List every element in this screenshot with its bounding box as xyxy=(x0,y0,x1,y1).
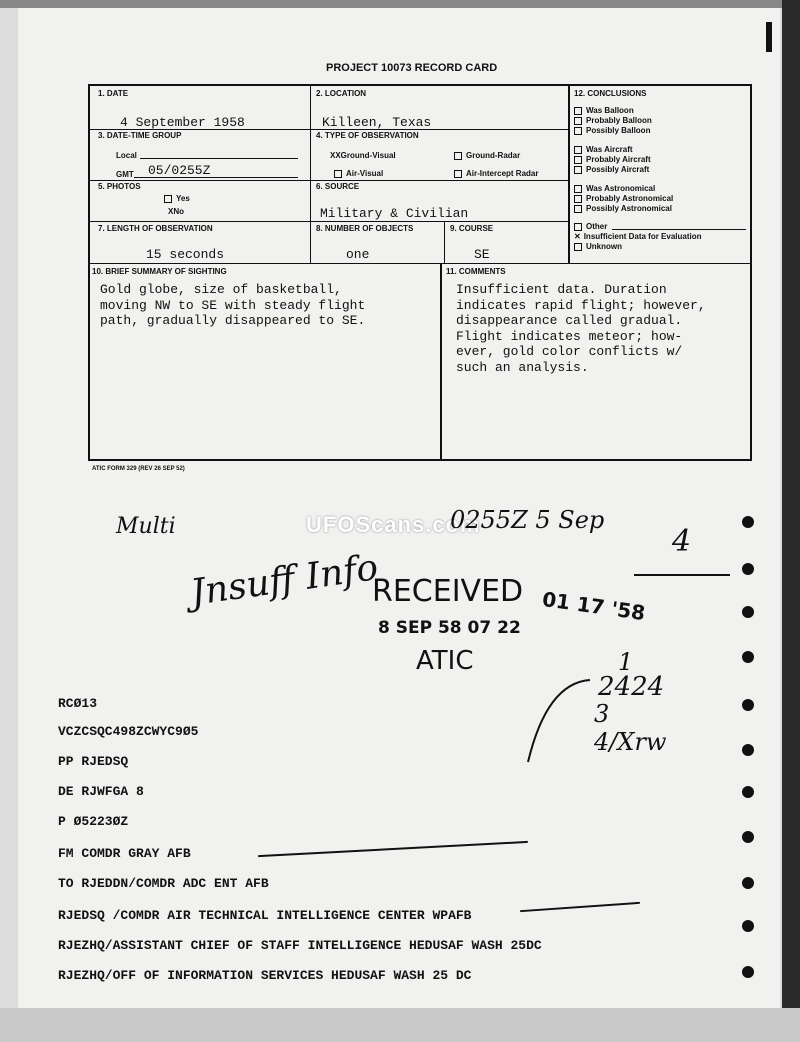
photos-label: 5. PHOTOS xyxy=(98,182,141,191)
punch-hole xyxy=(742,516,754,528)
comments-label: 11. COMMENTS xyxy=(446,267,506,276)
conclusion-item: Was Aircraft xyxy=(574,145,633,154)
punch-hole xyxy=(742,966,754,978)
other-line xyxy=(612,229,746,230)
comments-line: such an analysis. xyxy=(456,359,589,375)
handwritten-num3: 3 xyxy=(594,700,610,728)
comments-line: indicates rapid flight; however, xyxy=(456,297,706,313)
conclusions-label: 12. CONCLUSIONS xyxy=(574,89,647,98)
summary-line: moving NW to SE with steady flight xyxy=(100,297,366,313)
checkbox xyxy=(574,223,582,231)
teletype-line: TO RJEDDN/COMDR ADC ENT AFB xyxy=(58,876,269,891)
teletype-line: VCZCSQC498ZCWYC9Ø5 xyxy=(58,724,199,739)
summary-text xyxy=(100,282,365,329)
punch-hole xyxy=(742,651,754,663)
comments-line: Insufficient data. Duration xyxy=(456,282,667,297)
type-label: 4. TYPE OF OBSERVATION xyxy=(316,131,419,140)
divider xyxy=(310,84,311,264)
dtg-local-label: Local xyxy=(116,151,137,160)
checkbox xyxy=(164,195,172,203)
handwritten-multi: Multi xyxy=(116,514,176,539)
location-label: 2. LOCATION xyxy=(316,89,367,98)
received-time: 01 17 '58 xyxy=(540,586,647,626)
divider xyxy=(88,263,752,264)
checkbox xyxy=(574,195,582,203)
divider xyxy=(88,221,568,222)
pen-line xyxy=(634,574,730,576)
comments-text xyxy=(456,282,706,375)
comments-line: disappearance called gradual. xyxy=(456,313,683,328)
teletype-line: RCØ13 xyxy=(58,696,98,711)
checkbox xyxy=(574,205,582,213)
date-label: 1. DATE xyxy=(98,89,129,98)
stamp-date: 8 SEP 58 07 22 xyxy=(378,618,521,638)
handwritten-num1: 1 xyxy=(618,648,634,676)
teletype-line: P Ø5223ØZ xyxy=(58,814,129,829)
corner-mark xyxy=(766,22,772,52)
divider xyxy=(440,264,442,461)
date-value: 4 September 1958 xyxy=(120,115,245,130)
scan-edge-bottom xyxy=(0,1008,800,1042)
checkbox xyxy=(574,243,582,251)
received-stamp: RECEIVED xyxy=(372,574,524,609)
summary-line: path, gradually disappeared to SE. xyxy=(100,313,366,328)
length-label: 7. LENGTH OF OBSERVATION xyxy=(98,224,213,233)
watermark: UFOScans.com xyxy=(306,512,481,537)
checkbox xyxy=(454,152,462,160)
handwritten-num2: 2424 xyxy=(598,672,665,702)
teletype-line: RJEDSQ /COMDR AIR TECHNICAL INTELLIGENCE CENTER WPAFB xyxy=(58,908,472,923)
conclusion-item: Possibly Astronomical xyxy=(574,204,672,213)
checkbox xyxy=(334,170,342,178)
type-air-intercept: Air-Intercept Radar xyxy=(454,169,538,178)
source-value: Military & Civilian xyxy=(320,206,469,221)
signature: Jnsuff Info xyxy=(188,547,381,614)
atic-stamp: ATIC xyxy=(416,646,474,676)
conclusion-item: Other xyxy=(574,222,607,231)
conclusion-item: Probably Astronomical xyxy=(574,194,673,203)
dtg-label: 3. DATE-TIME GROUP xyxy=(98,131,182,140)
punch-hole xyxy=(742,606,754,618)
conclusion-item: Was Astronomical xyxy=(574,184,655,193)
type-air-visual: Air-Visual xyxy=(334,169,383,178)
conclusion-item: Unknown xyxy=(574,242,622,251)
objects-label: 8. NUMBER OF OBJECTS xyxy=(316,224,414,233)
punch-hole xyxy=(742,563,754,575)
handwritten-num4: 4/Xrw xyxy=(594,728,667,756)
checkbox xyxy=(574,127,582,135)
summary-line: Gold globe, size of basketball, xyxy=(100,282,342,297)
teletype-line: RJEZHQ/ASSISTANT CHIEF OF STAFF INTELLIGENCE HEDUSAF WASH 25DC xyxy=(58,938,542,953)
scan-edge-top xyxy=(0,0,800,8)
type-ground-radar: Ground-Radar xyxy=(454,151,520,160)
checkbox xyxy=(574,117,582,125)
divider xyxy=(444,221,445,264)
checkbox xyxy=(574,166,582,174)
course-label: 9. COURSE xyxy=(450,224,494,233)
course-value: SE xyxy=(474,247,490,262)
dtg-gmt-label: GMT xyxy=(116,170,134,179)
conclusion-item: Possibly Aircraft xyxy=(574,165,649,174)
checkbox xyxy=(574,185,582,193)
teletype-line: RJEZHQ/OFF OF INFORMATION SERVICES HEDUSAF WASH 25 DC xyxy=(58,968,472,983)
divider xyxy=(568,84,570,264)
conclusion-item: Possibly Balloon xyxy=(574,126,650,135)
punch-hole xyxy=(742,699,754,711)
form-id: ATIC FORM 329 (REV 26 SEP 52) xyxy=(92,466,185,472)
teletype-line: FM COMDR GRAY AFB xyxy=(58,846,191,861)
conclusion-item: Probably Aircraft xyxy=(574,155,651,164)
comments-line: ever, gold color conflicts w/ xyxy=(456,344,683,359)
summary-label: 10. BRIEF SUMMARY OF SIGHTING xyxy=(92,267,227,276)
teletype-line: DE RJWFGA 8 xyxy=(58,784,144,799)
checkbox xyxy=(574,156,582,164)
punch-hole xyxy=(742,877,754,889)
punch-hole xyxy=(742,831,754,843)
teletype-line: PP RJEDSQ xyxy=(58,754,129,769)
checkbox xyxy=(574,107,582,115)
handwritten-bracket xyxy=(520,672,600,772)
divider xyxy=(88,180,568,181)
objects-value: one xyxy=(346,247,370,262)
scan-edge-right xyxy=(782,0,800,1042)
conclusion-item: Probably Balloon xyxy=(574,116,652,125)
photos-yes: Yes xyxy=(164,194,190,203)
type-ground-visual: XXGround-Visual xyxy=(330,151,396,160)
punch-hole xyxy=(742,786,754,798)
card-title: PROJECT 10073 RECORD CARD xyxy=(326,62,498,74)
photos-no: XNo xyxy=(168,207,184,216)
location-value: Killeen, Texas xyxy=(322,115,432,130)
checkbox xyxy=(574,146,582,154)
checkbox xyxy=(454,170,462,178)
handwritten-dtg: 0255Z 5 Sep xyxy=(450,506,605,534)
length-value: 15 seconds xyxy=(146,247,225,262)
conclusion-item: Was Balloon xyxy=(574,106,634,115)
dtg-gmt-value: 05/0255Z xyxy=(148,163,211,178)
comments-line: Flight indicates meteor; how- xyxy=(456,328,683,344)
handwritten-4: 4 xyxy=(672,524,692,559)
punch-hole xyxy=(742,920,754,932)
conclusion-item-checked: ✕ Insufficient Data for Evaluation xyxy=(574,232,702,241)
local-line xyxy=(140,158,298,159)
source-label: 6. SOURCE xyxy=(316,182,360,191)
punch-hole xyxy=(742,744,754,756)
